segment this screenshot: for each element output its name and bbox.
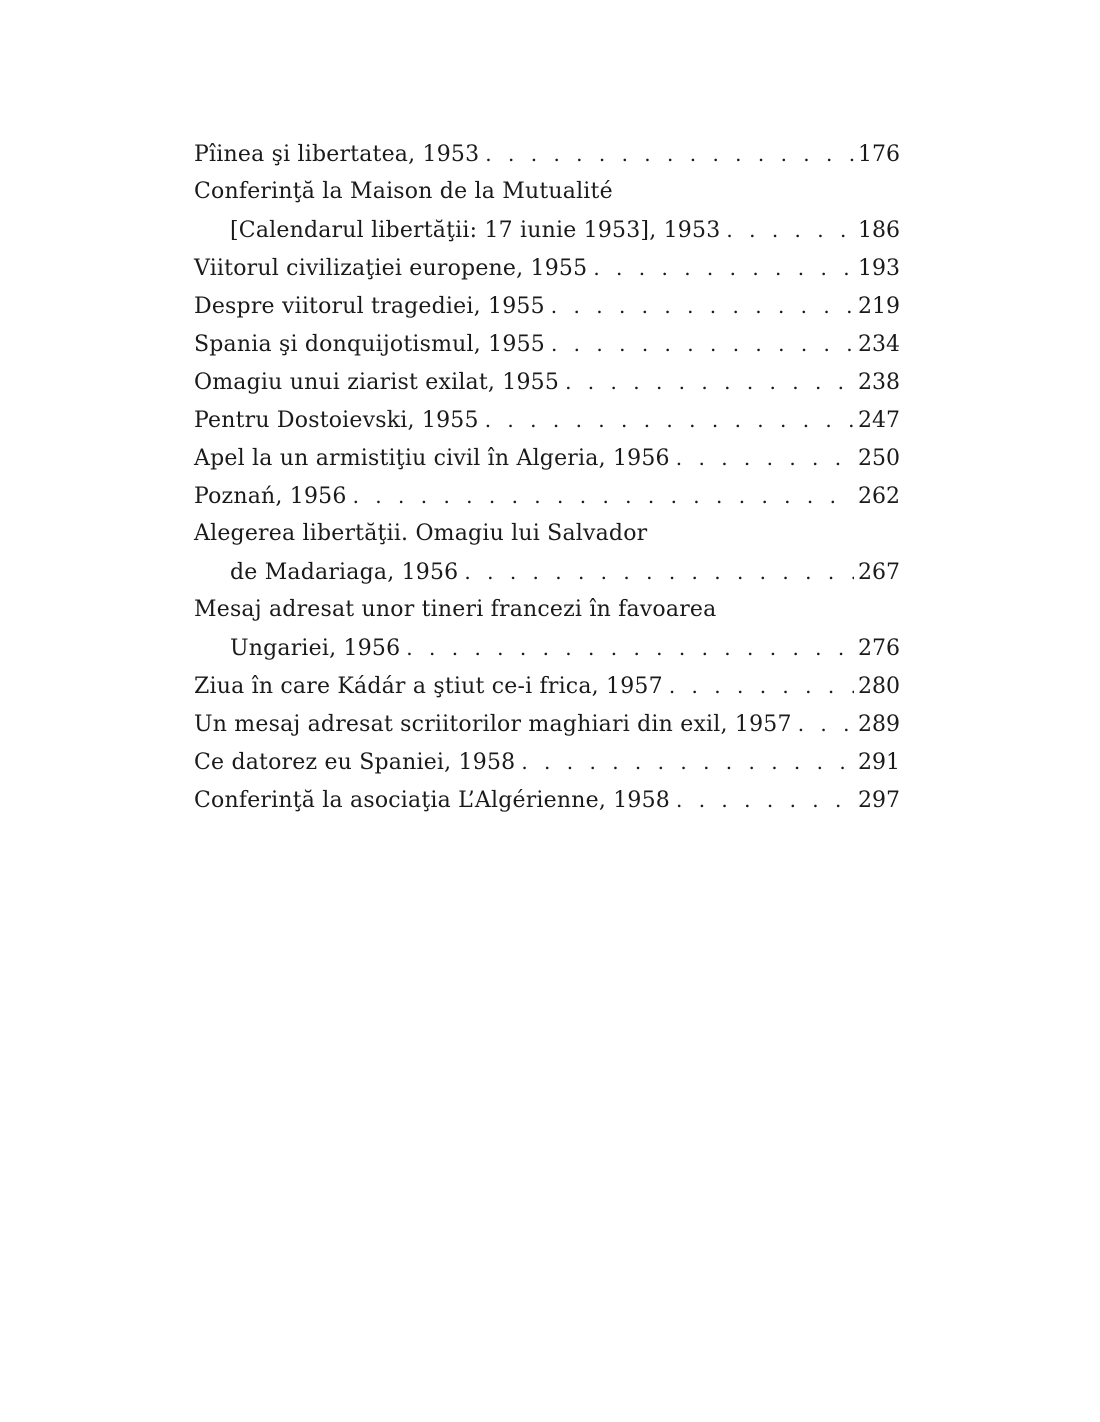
- toc-page-number: 247: [858, 408, 900, 433]
- toc-page-number: 267: [858, 560, 900, 585]
- toc-page-number: 291: [858, 750, 900, 775]
- toc-entry[interactable]: [194, 477, 900, 515]
- toc-entry[interactable]: [194, 515, 900, 591]
- toc-entry-title: Apel la un armistiţiu civil în Algeria, 1956: [194, 446, 670, 471]
- dot-leader: [485, 135, 854, 173]
- toc-entry-title: Alegerea libertăţii. Omagiu lui Salvador: [194, 521, 648, 546]
- toc-entry-title: Mesaj adresat unor tineri francezi în favoarea: [194, 597, 717, 622]
- toc-entry[interactable]: [194, 667, 900, 705]
- toc-entry[interactable]: [194, 401, 900, 439]
- toc-page-number: 276: [858, 636, 900, 661]
- toc-entry-title: Spania şi donquijotismul, 1955: [194, 332, 545, 357]
- dot-leader: [676, 781, 854, 819]
- dot-leader: [464, 553, 854, 591]
- toc-page-number: 238: [858, 370, 900, 395]
- toc-page-number: 280: [858, 674, 900, 699]
- dot-leader: [353, 477, 854, 515]
- toc-entry-title-continuation: de Madariaga, 1956: [230, 560, 459, 585]
- toc-entry-title: Ce datorez eu Spaniei, 1958: [194, 750, 516, 775]
- toc-page-number: 234: [858, 332, 900, 357]
- toc-entry-title: Poznań, 1956: [194, 484, 347, 509]
- toc-entry[interactable]: [194, 325, 900, 363]
- dot-leader: [551, 287, 854, 325]
- toc-entry-title: Despre viitorul tragediei, 1955: [194, 294, 545, 319]
- dot-leader: [565, 363, 854, 401]
- dot-leader: [406, 629, 854, 667]
- toc-page-number: 297: [858, 788, 900, 813]
- dot-leader: [798, 705, 854, 743]
- toc-entry-title: Omagiu unui ziarist exilat, 1955: [194, 370, 560, 395]
- toc-page-number: 186: [858, 218, 900, 243]
- toc-page-number: 289: [858, 712, 900, 737]
- dot-leader: [485, 401, 854, 439]
- toc-entry[interactable]: [194, 135, 900, 173]
- toc-entry[interactable]: [194, 363, 900, 401]
- dot-leader: [593, 249, 854, 287]
- toc-page-number: 262: [858, 484, 900, 509]
- toc-page-number: 219: [858, 294, 900, 319]
- toc-entry-title-continuation: Ungariei, 1956: [230, 636, 401, 661]
- toc-entry-title: Viitorul civilizaţiei europene, 1955: [194, 256, 588, 281]
- toc-entry[interactable]: [194, 743, 900, 781]
- dot-leader: [669, 667, 854, 705]
- toc-entry[interactable]: [194, 591, 900, 667]
- dot-leader: [676, 439, 854, 477]
- toc-entry[interactable]: [194, 249, 900, 287]
- toc-entry-title: Ziua în care Kádár a ştiut ce-i frica, 1957: [194, 674, 663, 699]
- toc-entry-title-continuation: [Calendarul libertăţii: 17 iunie 1953], 1953: [230, 218, 721, 243]
- toc-entry-title: Pîinea şi libertatea, 1953: [194, 142, 480, 167]
- toc-page-number: 176: [858, 142, 900, 167]
- table-of-contents: [194, 135, 900, 819]
- toc-entry-title: Un mesaj adresat scriitorilor maghiari din exil, 1957: [194, 712, 792, 737]
- toc-page-number: 250: [858, 446, 900, 471]
- toc-entry-title: Conferinţă la asociaţia L’Algérienne, 1958: [194, 788, 670, 813]
- dot-leader: [726, 211, 854, 249]
- dot-leader: [521, 743, 854, 781]
- toc-entry[interactable]: [194, 705, 900, 743]
- toc-entry[interactable]: [194, 439, 900, 477]
- toc-entry-title: Conferinţă la Maison de la Mutualité: [194, 179, 613, 204]
- toc-entry-title: Pentru Dostoievski, 1955: [194, 408, 479, 433]
- toc-entry[interactable]: [194, 287, 900, 325]
- toc-page-number: 193: [858, 256, 900, 281]
- dot-leader: [551, 325, 854, 363]
- toc-entry[interactable]: [194, 173, 900, 249]
- toc-entry[interactable]: [194, 781, 900, 819]
